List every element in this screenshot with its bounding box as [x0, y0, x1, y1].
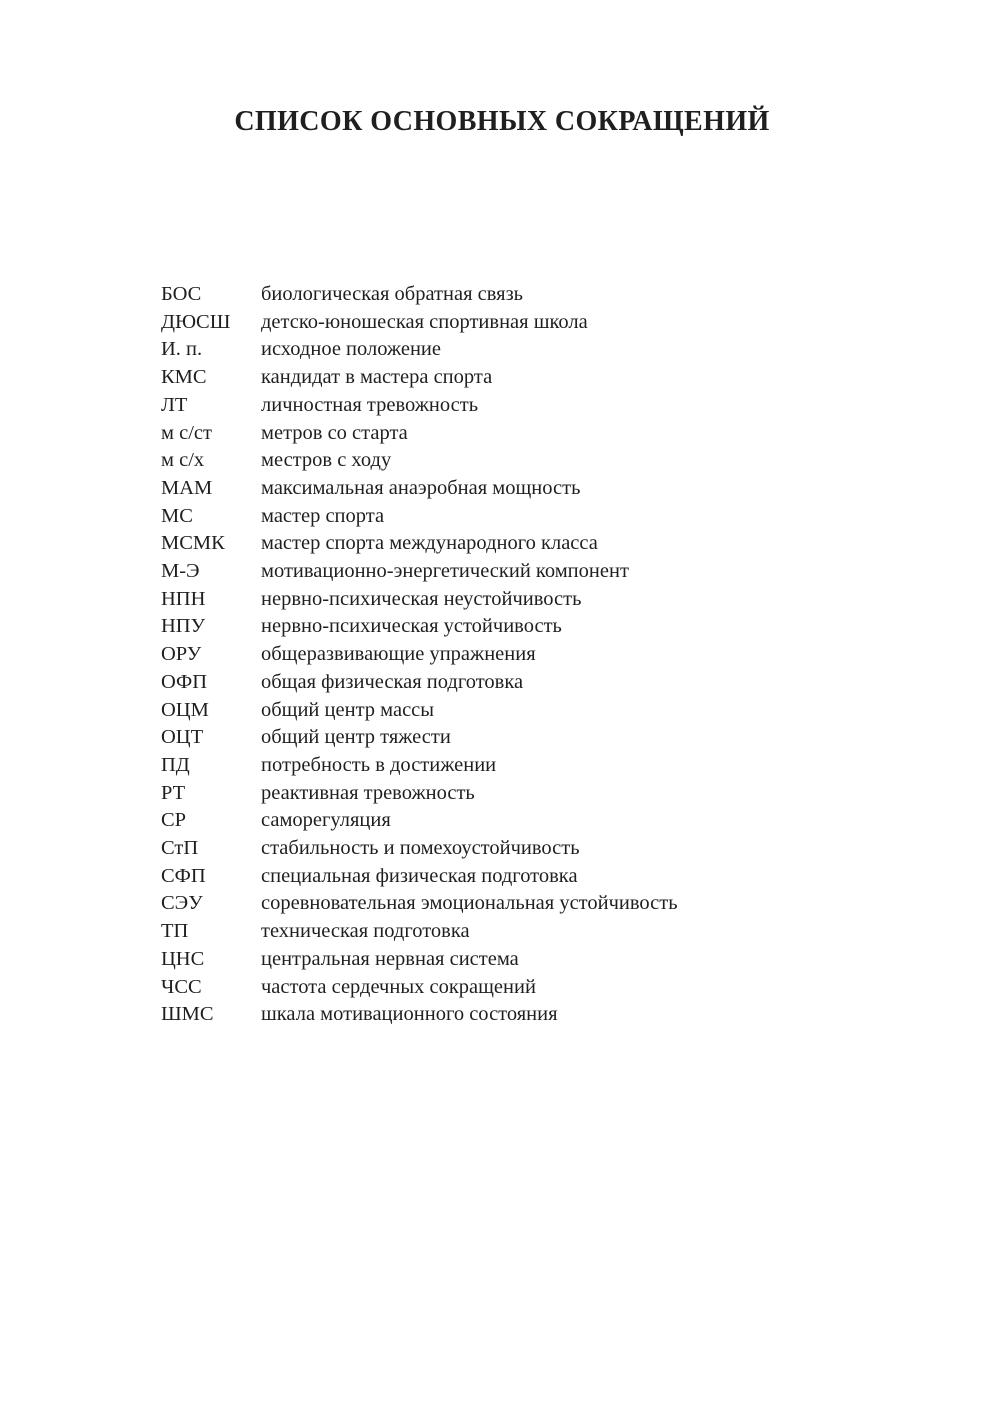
abbreviation-row — [161, 475, 881, 503]
abbreviation-term: МСМК — [161, 532, 225, 555]
abbreviation-meaning: детско-юношеская спортивная школа — [261, 310, 588, 333]
abbreviation-term: ЦНС — [161, 947, 205, 970]
abbreviation-row — [161, 946, 881, 974]
abbreviation-row — [161, 890, 881, 918]
abbreviation-term: МС — [161, 504, 193, 527]
abbreviation-term: ПД — [161, 753, 190, 776]
abbreviation-row — [161, 447, 881, 475]
abbreviation-meaning: местров с ходу — [261, 449, 392, 472]
abbreviation-meaning: общий центр массы — [261, 698, 435, 721]
abbreviation-term: РТ — [161, 781, 186, 804]
abbreviation-meaning: центральная нервная система — [261, 947, 519, 970]
abbreviation-meaning: специальная физическая подготовка — [261, 864, 578, 887]
abbreviation-row — [161, 530, 881, 558]
abbreviation-term: ОЦМ — [161, 698, 209, 721]
abbreviation-row — [161, 835, 881, 863]
abbreviation-meaning: мотивационно-энергетический компонент — [261, 560, 629, 583]
abbreviation-row — [161, 641, 881, 669]
abbreviation-row — [161, 503, 881, 531]
abbreviation-term: М-Э — [161, 560, 200, 583]
abbreviation-meaning: исходное положение — [261, 338, 442, 361]
abbreviation-row — [161, 752, 881, 780]
abbreviation-row — [161, 613, 881, 641]
abbreviation-meaning: мастер спорта международного класса — [261, 532, 598, 555]
abbreviation-row — [161, 807, 881, 835]
abbreviation-meaning: частота сердечных сокращений — [261, 975, 536, 998]
abbreviation-term: СР — [161, 809, 187, 832]
abbreviation-row — [161, 697, 881, 725]
abbreviation-term: ОРУ — [161, 643, 202, 666]
abbreviation-row — [161, 558, 881, 586]
abbreviation-term: ЧСС — [161, 975, 202, 998]
abbreviation-term: МАМ — [161, 476, 213, 499]
abbreviation-row — [161, 420, 881, 448]
abbreviation-meaning: потребность в достижении — [261, 753, 497, 776]
abbreviation-meaning: соревновательная эмоциональная устойчивость — [261, 892, 678, 915]
abbreviation-term: КМС — [161, 366, 207, 389]
abbreviation-meaning: биологическая обратная связь — [261, 283, 524, 305]
abbreviation-meaning: кандидат в мастера спорта — [261, 366, 493, 389]
abbreviation-meaning: общий центр тяжести — [261, 726, 451, 749]
abbreviation-row — [161, 281, 881, 309]
abbreviation-term: НПН — [161, 587, 206, 610]
abbreviation-term: СЭУ — [161, 892, 203, 915]
abbreviation-meaning: мастер спорта — [261, 504, 385, 527]
abbreviation-term: БОС — [161, 283, 202, 305]
abbreviation-meaning: шкала мотивационного состояния — [261, 1003, 558, 1026]
abbreviation-row — [161, 392, 881, 420]
abbreviation-row — [161, 780, 881, 808]
abbreviation-meaning: нервно-психическая устойчивость — [261, 615, 562, 638]
abbreviation-row — [161, 918, 881, 946]
abbreviation-row — [161, 669, 881, 697]
abbreviation-meaning: нервно-психическая неустойчивость — [261, 587, 582, 610]
abbreviation-row — [161, 974, 881, 1002]
abbreviation-term: СтП — [161, 837, 199, 860]
abbreviation-row — [161, 586, 881, 614]
abbreviation-term: ОЦТ — [161, 726, 204, 749]
abbreviation-meaning: личностная тревожность — [261, 393, 479, 416]
abbreviation-row — [161, 1001, 881, 1029]
abbreviation-list — [161, 281, 881, 1029]
abbreviation-term: ЛТ — [161, 393, 188, 416]
abbreviation-meaning: реактивная тревожность — [261, 781, 475, 804]
abbreviation-row — [161, 364, 881, 392]
page-title: СПИСОК ОСНОВНЫХ СОКРАЩЕНИЙ — [234, 106, 770, 137]
abbreviation-meaning: стабильность и помехоустойчивость — [261, 837, 580, 860]
abbreviation-term: ТП — [161, 920, 189, 943]
abbreviation-row — [161, 309, 881, 337]
abbreviation-term: СФП — [161, 864, 206, 887]
abbreviation-meaning: техническая подготовка — [261, 920, 470, 943]
abbreviation-term: НПУ — [161, 615, 206, 638]
abbreviation-term: м с/ст — [161, 421, 212, 444]
abbreviation-meaning: максимальная анаэробная мощность — [261, 476, 581, 499]
abbreviation-row — [161, 336, 881, 364]
abbreviation-term: ОФП — [161, 670, 208, 693]
abbreviation-row — [161, 863, 881, 891]
abbreviation-term: м с/х — [161, 449, 205, 472]
abbreviation-meaning: общая физическая подготовка — [261, 670, 524, 693]
abbreviation-term: ДЮСШ — [161, 310, 231, 333]
abbreviation-term: ШМС — [161, 1003, 214, 1026]
abbreviation-meaning: общеразвивающие упражнения — [261, 643, 536, 666]
abbreviation-row — [161, 724, 881, 752]
abbreviation-meaning: саморегуляция — [261, 809, 391, 832]
abbreviation-term: И. п. — [161, 338, 203, 361]
abbreviation-meaning: метров со старта — [261, 421, 408, 444]
